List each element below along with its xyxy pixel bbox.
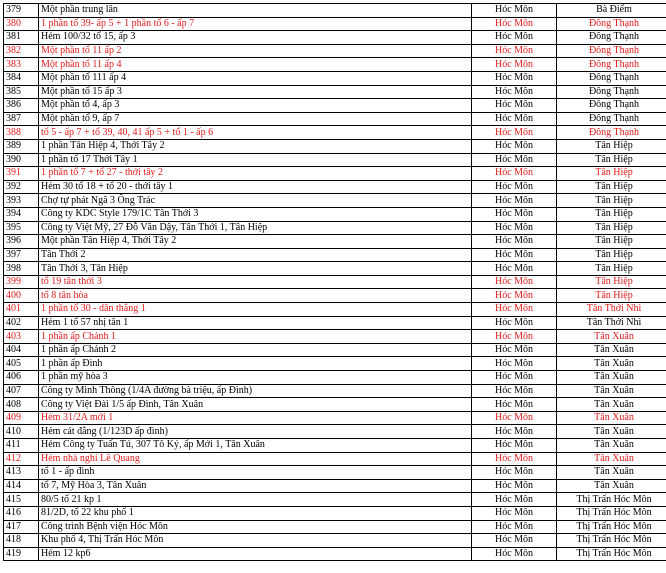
- row-district-cell: Hóc Môn: [472, 85, 557, 99]
- row-ward-cell: Tân Xuân: [557, 425, 666, 439]
- row-name-cell: Hẻm 30 tổ 18 + tổ 20 - thới tây 1: [39, 180, 472, 194]
- row-ward-cell: Thị Trấn Hóc Môn: [557, 534, 666, 548]
- row-id-cell: 379: [4, 4, 39, 18]
- row-district-cell: Hóc Môn: [472, 466, 557, 480]
- row-district-cell: Hóc Môn: [472, 207, 557, 221]
- row-district-cell: Hóc Môn: [472, 547, 557, 561]
- table-row: [4, 493, 666, 507]
- row-id-cell: 413: [4, 466, 39, 480]
- row-ward-cell: Đông Thạnh: [557, 31, 666, 45]
- row-district-cell: Hóc Môn: [472, 357, 557, 371]
- row-name-cell: tổ 1 - ấp đình: [39, 466, 472, 480]
- row-district-cell: Hóc Môn: [472, 303, 557, 317]
- row-id-cell: 388: [4, 126, 39, 140]
- row-ward-cell: Đông Thạnh: [557, 44, 666, 58]
- table-row: [4, 99, 666, 113]
- row-name-cell: Hẻm 31/2A mới 1: [39, 411, 472, 425]
- table-row: [4, 371, 666, 385]
- row-id-cell: 410: [4, 425, 39, 439]
- table-row: [4, 248, 666, 262]
- row-district-cell: Hóc Môn: [472, 452, 557, 466]
- row-id-cell: 392: [4, 180, 39, 194]
- data-table: [3, 3, 666, 561]
- row-id-cell: 409: [4, 411, 39, 425]
- row-id-cell: 391: [4, 167, 39, 181]
- table-row: [4, 357, 666, 371]
- row-name-cell: 80/5 tổ 21 kp 1: [39, 493, 472, 507]
- row-name-cell: Một phần trung lân: [39, 4, 472, 18]
- table-row: [4, 520, 666, 534]
- row-ward-cell: Bà Điểm: [557, 4, 666, 18]
- row-id-cell: 380: [4, 17, 39, 31]
- table-row: [4, 330, 666, 344]
- row-id-cell: 382: [4, 44, 39, 58]
- row-id-cell: 417: [4, 520, 39, 534]
- table-row: [4, 126, 666, 140]
- row-district-cell: Hóc Môn: [472, 275, 557, 289]
- row-id-cell: 404: [4, 343, 39, 357]
- row-ward-cell: Tân Xuân: [557, 357, 666, 371]
- row-id-cell: 394: [4, 207, 39, 221]
- row-id-cell: 414: [4, 479, 39, 493]
- row-id-cell: 418: [4, 534, 39, 548]
- row-district-cell: Hóc Môn: [472, 31, 557, 45]
- row-ward-cell: Đông Thạnh: [557, 17, 666, 31]
- row-ward-cell: Đông Thạnh: [557, 71, 666, 85]
- table-row: [4, 58, 666, 72]
- row-ward-cell: Tân Hiệp: [557, 275, 666, 289]
- table-row: [4, 85, 666, 99]
- row-id-cell: 405: [4, 357, 39, 371]
- row-district-cell: Hóc Môn: [472, 112, 557, 126]
- row-ward-cell: Tân Hiệp: [557, 235, 666, 249]
- row-district-cell: Hóc Môn: [472, 153, 557, 167]
- table-row: [4, 303, 666, 317]
- row-ward-cell: Tân Xuân: [557, 330, 666, 344]
- table-row: [4, 343, 666, 357]
- table-row: [4, 275, 666, 289]
- row-ward-cell: Thị Trấn Hóc Môn: [557, 520, 666, 534]
- row-id-cell: 412: [4, 452, 39, 466]
- row-ward-cell: Thị Trấn Hóc Môn: [557, 547, 666, 561]
- row-ward-cell: Tân Xuân: [557, 479, 666, 493]
- row-name-cell: 1 phần tổ 39- ấp 5 + 1 phần tổ 6 - ấp 7: [39, 17, 472, 31]
- row-id-cell: 401: [4, 303, 39, 317]
- row-ward-cell: Tân Hiệp: [557, 139, 666, 153]
- row-district-cell: Hóc Môn: [472, 425, 557, 439]
- row-name-cell: 1 phần tổ 17 Thới Tây 1: [39, 153, 472, 167]
- table-row: [4, 262, 666, 276]
- row-district-cell: Hóc Môn: [472, 384, 557, 398]
- table-row: [4, 316, 666, 330]
- row-name-cell: Hẻm Công ty Tuấn Tú, 307 Tô Ký, ấp Mới 1, Tân Xuân: [39, 439, 472, 453]
- table-row: [4, 17, 666, 31]
- row-district-cell: Hóc Môn: [472, 139, 557, 153]
- row-name-cell: Hẻm cát đằng (1/123D ấp đình): [39, 425, 472, 439]
- row-district-cell: Hóc Môn: [472, 343, 557, 357]
- row-name-cell: Công trình Bệnh viện Hóc Môn: [39, 520, 472, 534]
- row-ward-cell: Thị Trấn Hóc Môn: [557, 493, 666, 507]
- row-name-cell: tổ 5 - ấp 7 + tổ 39, 40, 41 ấp 5 + tổ 1 - ấp 6: [39, 126, 472, 140]
- row-district-cell: Hóc Môn: [472, 221, 557, 235]
- row-district-cell: Hóc Môn: [472, 439, 557, 453]
- row-district-cell: Hóc Môn: [472, 493, 557, 507]
- row-ward-cell: Tân Hiệp: [557, 194, 666, 208]
- row-id-cell: 384: [4, 71, 39, 85]
- row-district-cell: Hóc Môn: [472, 167, 557, 181]
- row-name-cell: Khu phố 4, Thị Trấn Hóc Môn: [39, 534, 472, 548]
- table-row: [4, 221, 666, 235]
- row-district-cell: Hóc Môn: [472, 58, 557, 72]
- row-name-cell: Chợ tự phát Ngã 3 Ông Trác: [39, 194, 472, 208]
- row-id-cell: 415: [4, 493, 39, 507]
- row-name-cell: Một phần tổ 15 ấp 3: [39, 85, 472, 99]
- row-id-cell: 387: [4, 112, 39, 126]
- table-row: [4, 452, 666, 466]
- row-id-cell: 393: [4, 194, 39, 208]
- table-body: [4, 4, 666, 561]
- row-ward-cell: Tân Xuân: [557, 343, 666, 357]
- row-id-cell: 399: [4, 275, 39, 289]
- table-row: [4, 289, 666, 303]
- row-district-cell: Hóc Môn: [472, 44, 557, 58]
- row-id-cell: 383: [4, 58, 39, 72]
- row-ward-cell: Đông Thạnh: [557, 85, 666, 99]
- row-district-cell: Hóc Môn: [472, 316, 557, 330]
- row-name-cell: Hẻm 12 kp6: [39, 547, 472, 561]
- row-id-cell: 398: [4, 262, 39, 276]
- row-district-cell: Hóc Môn: [472, 479, 557, 493]
- row-ward-cell: Đông Thạnh: [557, 126, 666, 140]
- row-name-cell: 1 phần ấp Chánh 2: [39, 343, 472, 357]
- row-district-cell: Hóc Môn: [472, 262, 557, 276]
- row-id-cell: 389: [4, 139, 39, 153]
- row-ward-cell: Tân Hiệp: [557, 221, 666, 235]
- row-district-cell: Hóc Môn: [472, 248, 557, 262]
- row-name-cell: Một phần tổ 111 ấp 4: [39, 71, 472, 85]
- table-row: [4, 506, 666, 520]
- row-id-cell: 416: [4, 506, 39, 520]
- row-district-cell: Hóc Môn: [472, 411, 557, 425]
- table-row: [4, 439, 666, 453]
- row-ward-cell: Tân Xuân: [557, 411, 666, 425]
- row-id-cell: 407: [4, 384, 39, 398]
- table-row: [4, 479, 666, 493]
- row-name-cell: 1 phần ấp Chánh 1: [39, 330, 472, 344]
- row-id-cell: 390: [4, 153, 39, 167]
- row-district-cell: Hóc Môn: [472, 180, 557, 194]
- row-district-cell: Hóc Môn: [472, 71, 557, 85]
- table-row: [4, 153, 666, 167]
- row-district-cell: Hóc Môn: [472, 506, 557, 520]
- table-row: [4, 31, 666, 45]
- row-id-cell: 386: [4, 99, 39, 113]
- table-row: [4, 384, 666, 398]
- row-name-cell: Tân Thới 2: [39, 248, 472, 262]
- table-row: [4, 71, 666, 85]
- row-district-cell: Hóc Môn: [472, 17, 557, 31]
- row-id-cell: 402: [4, 316, 39, 330]
- row-district-cell: Hóc Môn: [472, 398, 557, 412]
- row-ward-cell: Đông Thạnh: [557, 58, 666, 72]
- row-name-cell: Một phần tổ 9, ấp 7: [39, 112, 472, 126]
- row-district-cell: Hóc Môn: [472, 371, 557, 385]
- row-name-cell: Tân Thới 3, Tân Hiệp: [39, 262, 472, 276]
- row-id-cell: 397: [4, 248, 39, 262]
- table-row: [4, 167, 666, 181]
- row-name-cell: 1 phần tổ 30 - dân thắng 1: [39, 303, 472, 317]
- table-row: [4, 194, 666, 208]
- row-ward-cell: Tân Xuân: [557, 439, 666, 453]
- row-name-cell: 1 phần Tân Hiệp 4, Thới Tây 2: [39, 139, 472, 153]
- table-row: [4, 112, 666, 126]
- row-ward-cell: Tân Hiệp: [557, 153, 666, 167]
- table-row: [4, 207, 666, 221]
- table-row: [4, 411, 666, 425]
- row-name-cell: Một phần tổ 11 ấp 2: [39, 44, 472, 58]
- table-row: [4, 4, 666, 18]
- row-ward-cell: Tân Xuân: [557, 452, 666, 466]
- row-ward-cell: Tân Hiệp: [557, 207, 666, 221]
- row-district-cell: Hóc Môn: [472, 330, 557, 344]
- row-name-cell: 81/2D, tổ 22 khu phố 1: [39, 506, 472, 520]
- row-ward-cell: Tân Hiệp: [557, 248, 666, 262]
- table-row: [4, 139, 666, 153]
- row-id-cell: 395: [4, 221, 39, 235]
- row-name-cell: 1 phần ấp Đình: [39, 357, 472, 371]
- row-id-cell: 411: [4, 439, 39, 453]
- row-id-cell: 400: [4, 289, 39, 303]
- row-id-cell: 419: [4, 547, 39, 561]
- table-row: [4, 547, 666, 561]
- row-district-cell: Hóc Môn: [472, 126, 557, 140]
- row-id-cell: 403: [4, 330, 39, 344]
- row-ward-cell: Tân Thới Nhì: [557, 303, 666, 317]
- row-district-cell: Hóc Môn: [472, 194, 557, 208]
- row-ward-cell: Tân Hiệp: [557, 262, 666, 276]
- row-ward-cell: Tân Hiệp: [557, 289, 666, 303]
- table-row: [4, 235, 666, 249]
- row-name-cell: Công ty Việt Mỹ, 27 Đỗ Văn Dậy, Tân Thới 1, Tân Hiệp: [39, 221, 472, 235]
- row-name-cell: tổ 19 tân thới 3: [39, 275, 472, 289]
- row-district-cell: Hóc Môn: [472, 520, 557, 534]
- row-ward-cell: Tân Xuân: [557, 384, 666, 398]
- table-row: [4, 180, 666, 194]
- row-district-cell: Hóc Môn: [472, 235, 557, 249]
- row-name-cell: Một phần tổ 11 ấp 4: [39, 58, 472, 72]
- row-name-cell: 1 phần mỹ hòa 3: [39, 371, 472, 385]
- row-ward-cell: Đông Thạnh: [557, 99, 666, 113]
- row-name-cell: Công ty Việt Đài 1/5 ấp Đình, Tân Xuân: [39, 398, 472, 412]
- table-row: [4, 398, 666, 412]
- row-ward-cell: Thị Trấn Hóc Môn: [557, 506, 666, 520]
- row-district-cell: Hóc Môn: [472, 289, 557, 303]
- row-ward-cell: Tân Hiệp: [557, 167, 666, 181]
- table-row: [4, 425, 666, 439]
- row-id-cell: 385: [4, 85, 39, 99]
- row-ward-cell: Đông Thạnh: [557, 112, 666, 126]
- row-ward-cell: Tân Xuân: [557, 398, 666, 412]
- row-name-cell: Một phần Tân Hiệp 4, Thới Tây 2: [39, 235, 472, 249]
- row-id-cell: 406: [4, 371, 39, 385]
- row-district-cell: Hóc Môn: [472, 4, 557, 18]
- row-name-cell: tổ 7, Mỹ Hòa 3, Tân Xuân: [39, 479, 472, 493]
- table-row: [4, 466, 666, 480]
- row-name-cell: Công ty Minh Thông (1/4A đường bà triệu, ấp Đình): [39, 384, 472, 398]
- table-row: [4, 44, 666, 58]
- row-district-cell: Hóc Môn: [472, 99, 557, 113]
- row-name-cell: 1 phần tổ 7 + tổ 27 - thới tây 2: [39, 167, 472, 181]
- row-ward-cell: Tân Xuân: [557, 466, 666, 480]
- row-name-cell: Một phần tổ 4, ấp 3: [39, 99, 472, 113]
- row-ward-cell: Tân Xuân: [557, 371, 666, 385]
- table-row: [4, 534, 666, 548]
- row-name-cell: Hẻm 100/32 tổ 15, ấp 3: [39, 31, 472, 45]
- row-name-cell: Hẻm 1 tổ 57 nhị tân 1: [39, 316, 472, 330]
- row-name-cell: Công ty KDC Style 179/1C Tân Thới 3: [39, 207, 472, 221]
- row-id-cell: 381: [4, 31, 39, 45]
- row-district-cell: Hóc Môn: [472, 534, 557, 548]
- row-ward-cell: Tân Thới Nhì: [557, 316, 666, 330]
- row-id-cell: 408: [4, 398, 39, 412]
- row-id-cell: 396: [4, 235, 39, 249]
- row-ward-cell: Tân Hiệp: [557, 180, 666, 194]
- row-name-cell: Hẻm nhà nghỉ Lê Quang: [39, 452, 472, 466]
- row-name-cell: tổ 8 tân hòa: [39, 289, 472, 303]
